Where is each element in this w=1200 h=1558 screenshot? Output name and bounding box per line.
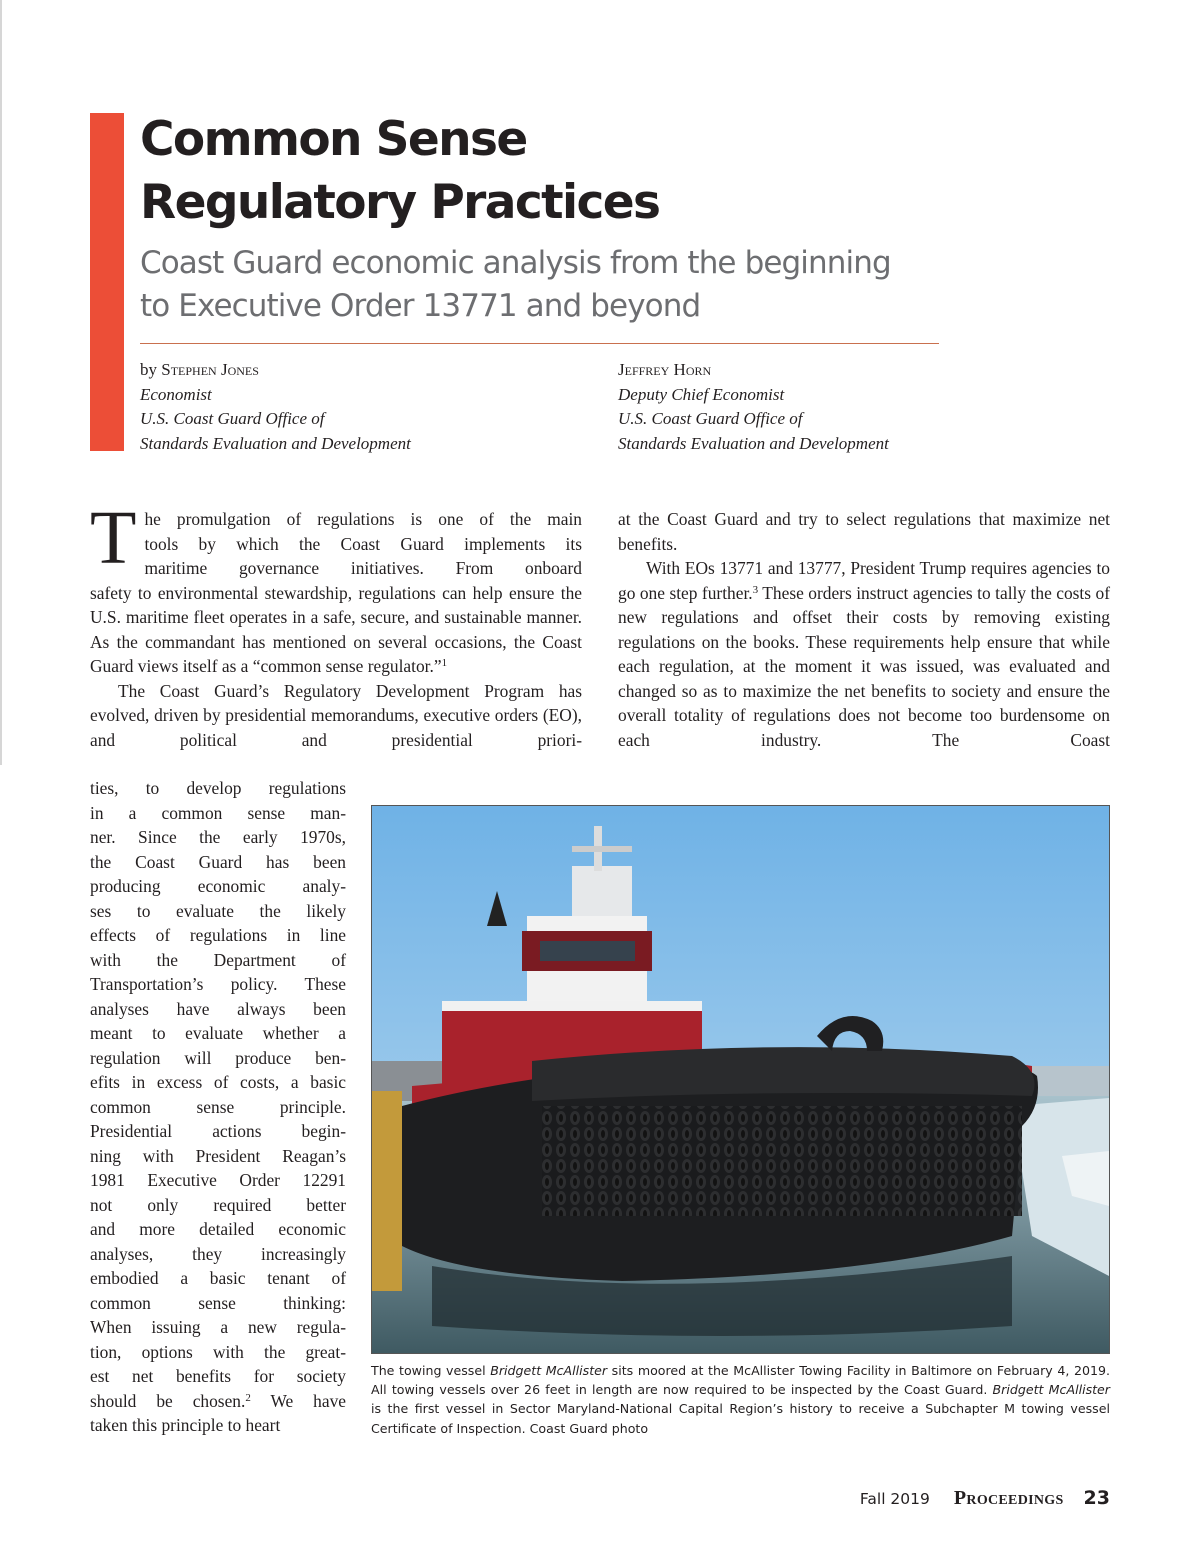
author-org-line-2: Standards Evaluation and Development <box>618 433 889 453</box>
body-line: common sense thinking: <box>90 1292 346 1313</box>
author-byline-1 <box>140 358 411 456</box>
body-line: and more detailed economic <box>90 1219 346 1239</box>
caption-line-3: is the first vessel in Sector Maryland-National Capital Region’s history to receive a Subchapter M towing vessel <box>371 1401 1110 1417</box>
author-name: Jeffrey Horn <box>618 360 712 379</box>
body-line: analyses, they increasingly <box>90 1243 346 1264</box>
author-title: Economist <box>140 384 212 404</box>
author-title: Deputy Chief Economist <box>618 384 785 404</box>
body-column-1 <box>90 496 582 752</box>
caption-line-2: All towing vessels over 26 feet in length are now required to be inspected by the Coast Guard. Bridgett McAllister <box>371 1382 1110 1398</box>
body-paragraph-4: With EOs 13771 and 13777, President Trump requires agencies to go one step further.$^3$ These orders instruct agencies to tally the costs of new regulations and offset their costs by removing existing regulations on the books. These requirements help ensure that while each regulation, at the moment it was issued, was evaluated and changed so as to maximize the net benefits to society and ensure the overall totality of regulations does not become too burdensome on each industry. The Coast <box>618 558 1110 750</box>
body-line: regulation will produce ben- <box>90 1047 346 1068</box>
footnote-ref: 2 <box>245 1391 251 1404</box>
byline-prefix: by <box>140 360 162 379</box>
body-line: tools by which the Coast Guard implements its <box>144 533 582 554</box>
author-org-line-1: U.S. Coast Guard Office of <box>618 409 803 428</box>
caption-line-4: Certificate of Inspection. Coast Guard photo <box>371 1420 649 1436</box>
body-line: meant to evaluate whether a <box>90 1023 346 1043</box>
body-line: ner. Since the early 1970s, <box>90 827 346 847</box>
body-line: est net benefits for society <box>90 1366 346 1386</box>
body-column-1-narrow <box>90 776 346 1438</box>
page-edge-rule <box>0 0 2 765</box>
body-line: Presidential actions begin- <box>90 1121 346 1141</box>
body-column-2 <box>618 507 1110 752</box>
body-line: embodied a basic tenant of <box>90 1268 346 1288</box>
article-subtitle <box>140 242 891 328</box>
title-divider <box>140 343 939 344</box>
tugboat-photo <box>371 805 1110 1354</box>
subtitle-line-2: to Executive Order 13771 and beyond <box>140 288 701 324</box>
caption-line-1: The towing vessel Bridgett McAllister sits moored at the McAllister Towing Facility in Baltimore on February 4, 2019. <box>371 1363 1110 1378</box>
body-paragraph-2: The Coast Guard’s Regulatory Development Program has evolved, driven by presidential memorandums, executive orders (EO), and political and presidential priori- <box>90 680 582 750</box>
page-footer <box>860 1487 1110 1510</box>
footnote-ref: 1 <box>441 657 448 669</box>
body-line: taken this principle to heart <box>90 1415 281 1435</box>
subtitle-line-1: Coast Guard economic analysis from the beginning <box>140 245 891 281</box>
tugboat-illustration <box>372 806 1109 1353</box>
author-org-line-1: U.S. Coast Guard Office of <box>140 409 325 428</box>
body-line: ses to evaluate the likely <box>90 900 346 921</box>
body-line: 1981 Executive Order 12291 <box>90 1170 346 1190</box>
body-line: common sense principle. <box>90 1096 346 1117</box>
footnote-ref: 3 <box>752 583 759 596</box>
body-line: When issuing a new regula- <box>90 1317 346 1337</box>
article-title <box>140 108 659 234</box>
body-line: maritime governance initiatives. From onboard <box>144 558 582 578</box>
drop-cap: T <box>90 496 137 580</box>
body-line: Transportation’s policy. These <box>90 974 346 994</box>
title-line-1: Common Sense <box>140 112 527 167</box>
body-line: analyses have always been <box>90 998 346 1019</box>
issue-season: Fall 2019 <box>859 1490 930 1508</box>
body-line-with-note: should be chosen.$^2$ We have <box>90 1390 346 1411</box>
body-line: he promulgation of regulations is one of the main <box>144 509 582 529</box>
magazine-name: Proceedings <box>953 1487 1064 1509</box>
body-line: ning with President Reagan’s <box>90 1145 346 1166</box>
body-line: producing economic analy- <box>90 876 346 896</box>
author-byline-2 <box>618 358 889 456</box>
author-name: Stephen Jones <box>161 360 259 379</box>
body-line: not only required better <box>90 1194 346 1215</box>
body-line: ties, to develop regulations <box>90 778 346 798</box>
body-line: with the Department of <box>90 949 346 970</box>
body-line: tion, options with the great- <box>90 1341 346 1362</box>
body-line: efits in excess of costs, a basic <box>90 1072 346 1092</box>
page-number: 23 <box>1083 1487 1110 1509</box>
body-line: in a common sense man- <box>90 802 346 823</box>
body-paragraph-3: at the Coast Guard and try to select regulations that maximize net benefits. <box>618 509 1110 554</box>
body-paragraph-1: safety to environmental stewardship, regulations can help ensure the U.S. maritime fleet operates in a safe, secure, and sustainable manner. As the commandant has mentioned on several occasions, the Coast Guard views itself as a “common sense regulator.”$^1$ <box>90 582 582 676</box>
title-accent-bar <box>90 113 124 451</box>
author-org-line-2: Standards Evaluation and Development <box>140 433 411 453</box>
body-line: the Coast Guard has been <box>90 851 346 872</box>
title-line-2: Regulatory Practices <box>140 175 660 230</box>
photo-caption <box>371 1361 1110 1438</box>
body-line: effects of regulations in line <box>90 925 346 945</box>
